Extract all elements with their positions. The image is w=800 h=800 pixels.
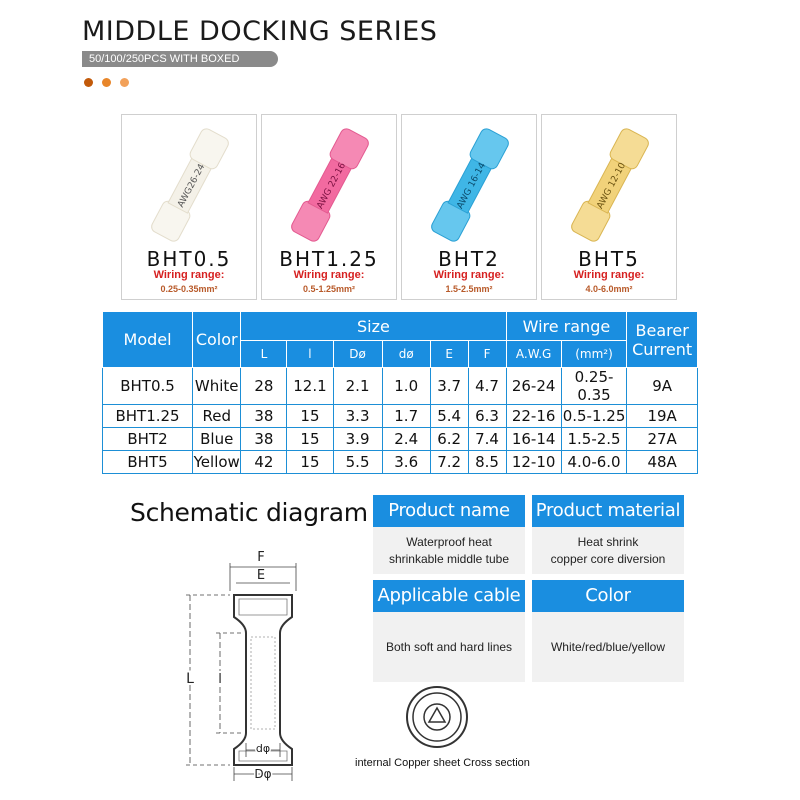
header-d: dø [382,341,430,368]
header-l: l [287,341,333,368]
cell-model: BHT0.5 [103,368,193,405]
header-awg: A.W.G [506,341,561,368]
table-row [103,405,698,428]
subtitle-badge: 50/100/250PCS WITH BOXED [82,51,278,67]
tube-label: AWG 16-14 [455,161,489,211]
cell-color: White [193,368,241,405]
cell-F: 4.7 [468,368,506,405]
tube-label: AWG26-24 [176,162,208,210]
tube-label: AWG 22-16 [315,161,349,211]
product-card [401,114,537,300]
info-body-text: Both soft and hard lines [385,639,513,654]
info-title: Product material [532,495,684,527]
header-mm2: (mm²) [561,341,627,368]
header-bearer-current: Bearer Current [627,312,698,368]
table-row [103,428,698,451]
dot-2 [102,78,111,87]
cell-F: 8.5 [468,451,506,474]
info-body-text: Waterproof heat shrinkable middle tube [388,534,510,566]
tube-image [122,121,258,249]
dim-E-label: E [256,568,266,583]
cell-E: 7.2 [430,451,468,474]
cell-mm2: 0.5-1.25 [561,405,627,428]
tube-label: AWG 12-10 [595,161,629,211]
info-title: Color [532,580,684,612]
tube-image [542,121,678,249]
cell-current: 19A [627,405,698,428]
header-F: F [468,341,506,368]
cell-d: 3.6 [382,451,430,474]
product-card [261,114,397,300]
info-title: Product name [373,495,525,527]
cell-mm2: 0.25-0.35 [561,368,627,405]
info-body-text: Heat shrink copper core diversion [550,534,666,566]
cell-E: 3.7 [430,368,468,405]
header-size: Size [241,312,506,341]
card-model: BHT2 [438,247,500,271]
info-applicable-cable [373,580,525,682]
cell-color: Yellow [193,451,241,474]
page-title: MIDDLE DOCKING SERIES [82,16,438,47]
cell-D: 5.5 [333,451,382,474]
tube-image [262,121,398,249]
wiring-range-value: 0.5-1.25mm² [302,284,356,294]
info-body-text: White/red/blue/yellow [550,639,666,654]
spec-table [102,311,698,474]
header-wire-range: Wire range [506,312,627,341]
cell-color: Blue [193,428,241,451]
table-row [103,451,698,474]
card-model: BHT0.5 [146,247,232,271]
cell-awg: 26-24 [506,368,561,405]
cell-mm2: 1.5-2.5 [561,428,627,451]
cross-section-icon [404,684,470,755]
cell-current: 48A [627,451,698,474]
cell-d: 1.0 [382,368,430,405]
product-card [121,114,257,300]
header-model: Model [103,312,193,368]
cell-L: 28 [241,368,287,405]
cell-F: 7.4 [468,428,506,451]
cell-l: 15 [287,428,333,451]
dim-F-label: F [257,550,265,565]
header-L: L [241,341,287,368]
cell-L: 38 [241,405,287,428]
dim-D-label: Dφ [254,767,272,781]
cell-awg: 12-10 [506,451,561,474]
wiring-range-label: Wiring range: [433,269,505,281]
cell-D: 3.3 [333,405,382,428]
info-color [532,580,684,682]
dim-l-label: l [218,672,222,687]
dot-3 [120,78,129,87]
cell-l: 15 [287,405,333,428]
cell-awg: 16-14 [506,428,561,451]
cell-model: BHT1.25 [103,405,193,428]
cell-d: 2.4 [382,428,430,451]
cell-current: 9A [627,368,698,405]
tube-image [402,121,538,249]
cell-l: 15 [287,451,333,474]
cell-D: 2.1 [333,368,382,405]
cell-L: 38 [241,428,287,451]
dim-L-label: L [186,671,194,687]
product-card [541,114,677,300]
cell-D: 3.9 [333,428,382,451]
cell-L: 42 [241,451,287,474]
wiring-range-label: Wiring range: [573,269,645,281]
cell-color: Red [193,405,241,428]
card-model: BHT1.25 [279,247,379,271]
info-product-name [373,495,525,574]
cell-awg: 22-16 [506,405,561,428]
card-model: BHT5 [578,247,640,271]
cell-current: 27A [627,428,698,451]
header-color: Color [193,312,241,368]
cross-section-caption: internal Copper sheet Cross section [355,757,530,769]
wiring-range-value: 1.5-2.5mm² [445,284,493,294]
header-E: E [430,341,468,368]
schematic-title: Schematic diagram [130,498,368,527]
schematic-drawing [160,545,350,790]
cell-F: 6.3 [468,405,506,428]
cell-E: 5.4 [430,405,468,428]
table-row [103,368,698,405]
info-title: Applicable cable [373,580,525,612]
header-D: Dø [333,341,382,368]
product-cards [121,114,677,300]
cell-E: 6.2 [430,428,468,451]
dim-d-label: dφ [255,742,271,755]
decorative-dots [84,78,129,87]
info-product-material [532,495,684,574]
cell-model: BHT2 [103,428,193,451]
cell-d: 1.7 [382,405,430,428]
cell-l: 12.1 [287,368,333,405]
wiring-range-label: Wiring range: [293,269,365,281]
wiring-range-value: 0.25-0.35mm² [160,284,218,294]
cell-model: BHT5 [103,451,193,474]
dot-1 [84,78,93,87]
cell-mm2: 4.0-6.0 [561,451,627,474]
wiring-range-value: 4.0-6.0mm² [585,284,633,294]
wiring-range-label: Wiring range: [153,269,225,281]
